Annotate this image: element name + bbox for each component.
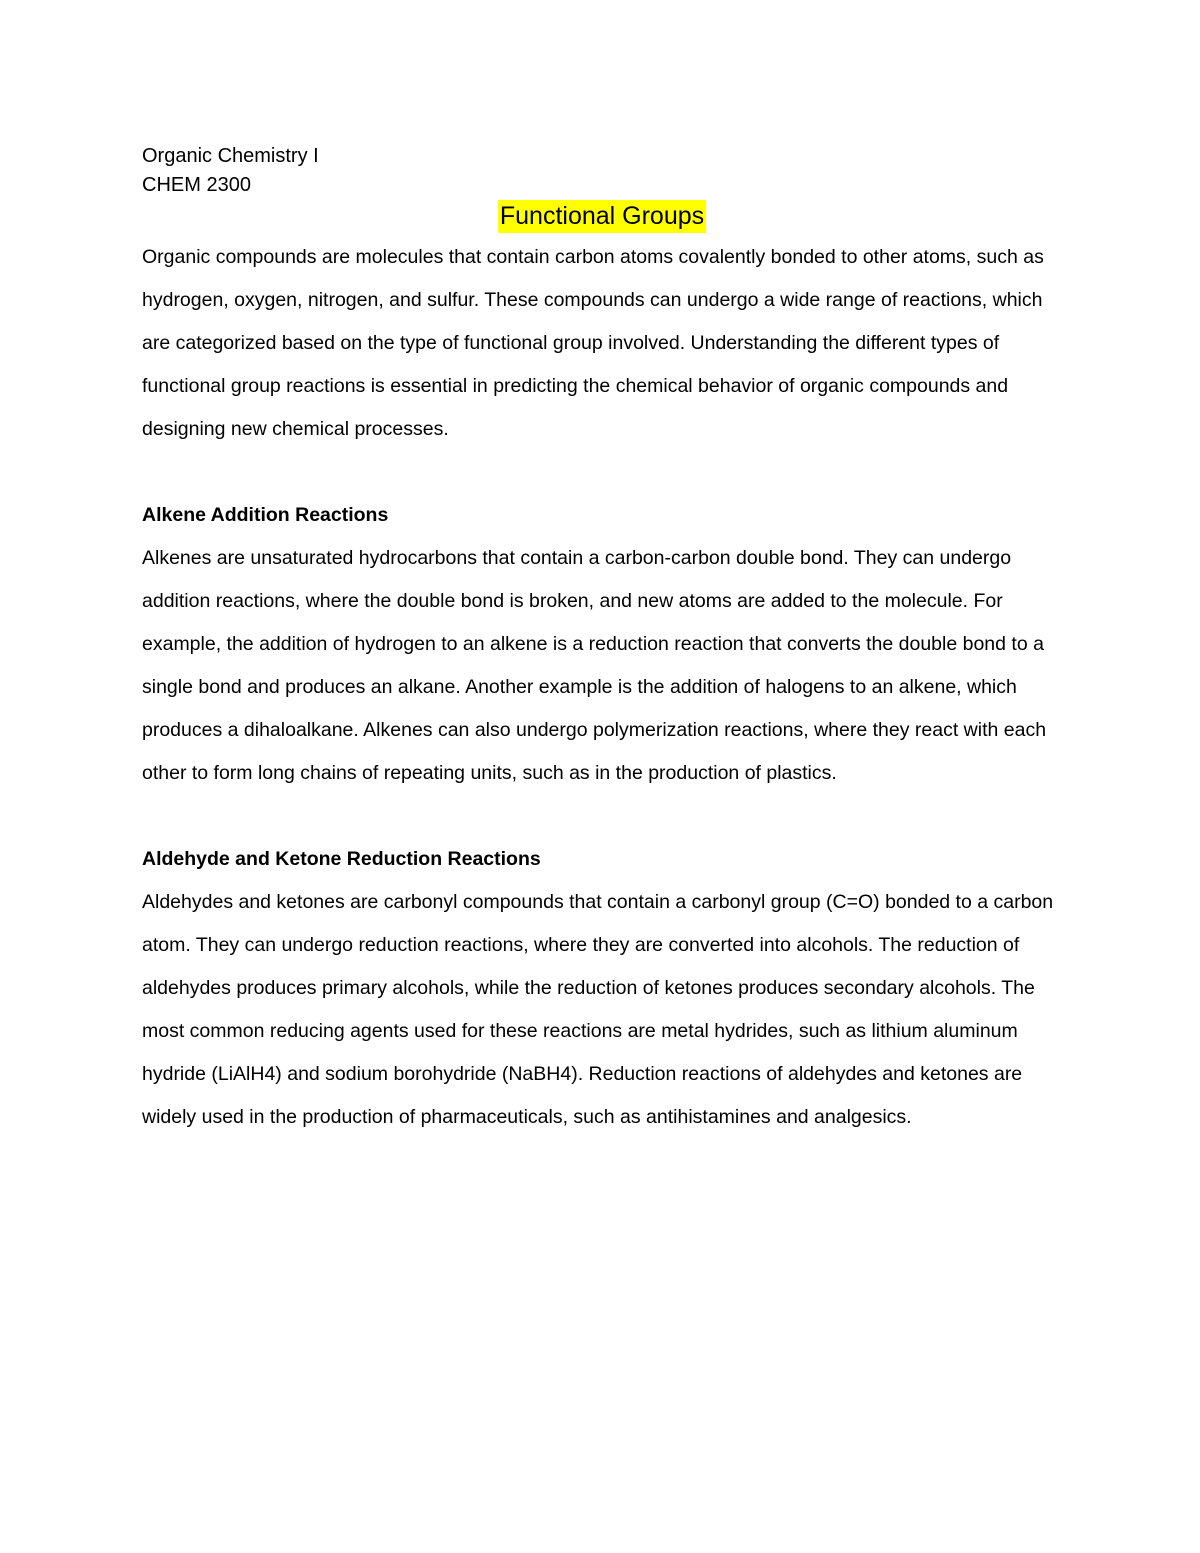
course-code: CHEM 2300 (142, 174, 251, 196)
section-body-alkene: Alkenes are unsaturated hydrocarbons that contain a carbon-carbon double bond. They can undergo addition reactions, where the double bond is broken, and new atoms are added to the molecule. For example, the addition of hydrogen to an alkene is a reduction reaction that converts the double bond to a single bond and produces an alkane. Another example is the addition of halogens to an alkene, which produces a dihaloalkane. Alkenes can also undergo polymerization reactions, where they react with each other to form long chains of repeating units, such as in the production of plastics. (142, 547, 1047, 784)
document-content (142, 142, 1062, 1139)
section-spacer (142, 795, 1062, 838)
section-heading-aldehyde-ketone: Aldehyde and Ketone Reduction Reactions (142, 848, 541, 870)
section-spacer (142, 451, 1062, 494)
title-container (142, 200, 1062, 236)
section-body-aldehyde-ketone: Aldehydes and ketones are carbonyl compounds that contain a carbonyl group (C=O) bonded to a carbon atom. They can undergo reduction reactions, where they are converted into alcohols. The reduction of aldehydes produces primary alcohols, while the reduction of ketones produces secondary alcohols. The most common reducing agents used for these reactions are metal hydrides, such as lithium aluminum hydride (LiAlH4) and sodium borohydride (NaBH4). Reduction reactions of aldehydes and ketones are widely used in the production of pharmaceuticals, such as antihistamines and analgesics. (142, 891, 1054, 1128)
intro-paragraph: Organic compounds are molecules that contain carbon atoms covalently bonded to other atoms, such as hydrogen, oxygen, nitrogen, and sulfur. These compounds can undergo a wide range of reactions, which are categorized based on the type of functional group involved. Understanding the different types of functional group reactions is essential in predicting the chemical behavior of organic compounds and designing new chemical processes. (142, 246, 1044, 440)
course-name: Organic Chemistry I (142, 145, 319, 167)
section-heading-alkene: Alkene Addition Reactions (142, 504, 389, 526)
document-title: Functional Groups (498, 200, 706, 233)
